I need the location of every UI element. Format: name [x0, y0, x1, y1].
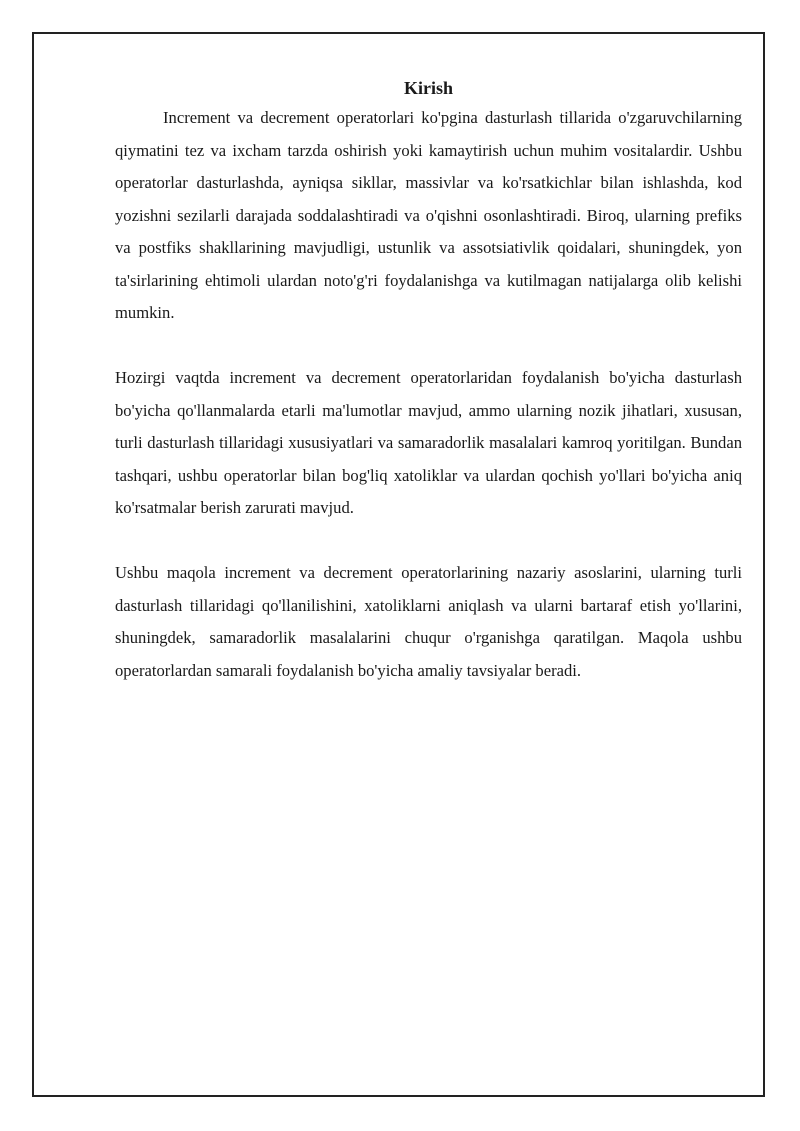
section-title: Kirish — [403, 78, 453, 98]
document-body — [115, 74, 742, 687]
paragraph-3: Ushbu maqola increment va decrement operatorlarining nazariy asoslarini, ularning turli dasturlash tillaridagi qo'llanilishini, xatoliklarni aniqlash va ularni bartaraf etish yo'llarini, shuningdek, samaradorlik masalalarini chuqur o'rganishga qaratilgan. Maqola ushbu operatorlardan samarali foydalanish bo'yicha amaliy tavsiyalar beradi. — [115, 563, 742, 680]
paragraph-1: Increment va decrement operatorlari ko'pgina dasturlash tillarida o'zgaruvchilarning qiymatini tez va ixcham tarzda oshirish yoki kamaytirish uchun muhim vositalardir. Ushbu operatorlar dasturlashda, ayniqsa sikllar, massivlar va ko'rsatkichlar bilan ishlashda, kod yozishni sezilarli darajada soddalashtiradi va o'qishni osonlashtiradi. Biroq, ularning prefiks va postfiks shakllarining mavjudligi, ustunlik va assotsiativlik qoidalari, shuningdek, yon ta'sirlarining ehtimoli ulardan noto'g'ri foydalanishga va kutilmagan natijalarga olib kelishi mumkin. — [115, 108, 742, 322]
paragraph-2: Hozirgi vaqtda increment va decrement operatorlaridan foydalanish bo'yicha dasturlash bo'yicha qo'llanmalarda etarli ma'lumotlar mavjud, ammo ularning nozik jihatlari, xususan, turli dasturlash tillaridagi xususiyatlari va samaradorlik masalalari kamroq yoritilgan. Bundan tashqari, ushbu operatorlar bilan bog'liq xatoliklar va ulardan qochish yo'llari bo'yicha aniq ko'rsatmalar berish zarurati mavjud. — [115, 368, 742, 517]
paragraph-gap — [115, 330, 742, 363]
paragraph-gap — [115, 525, 742, 558]
